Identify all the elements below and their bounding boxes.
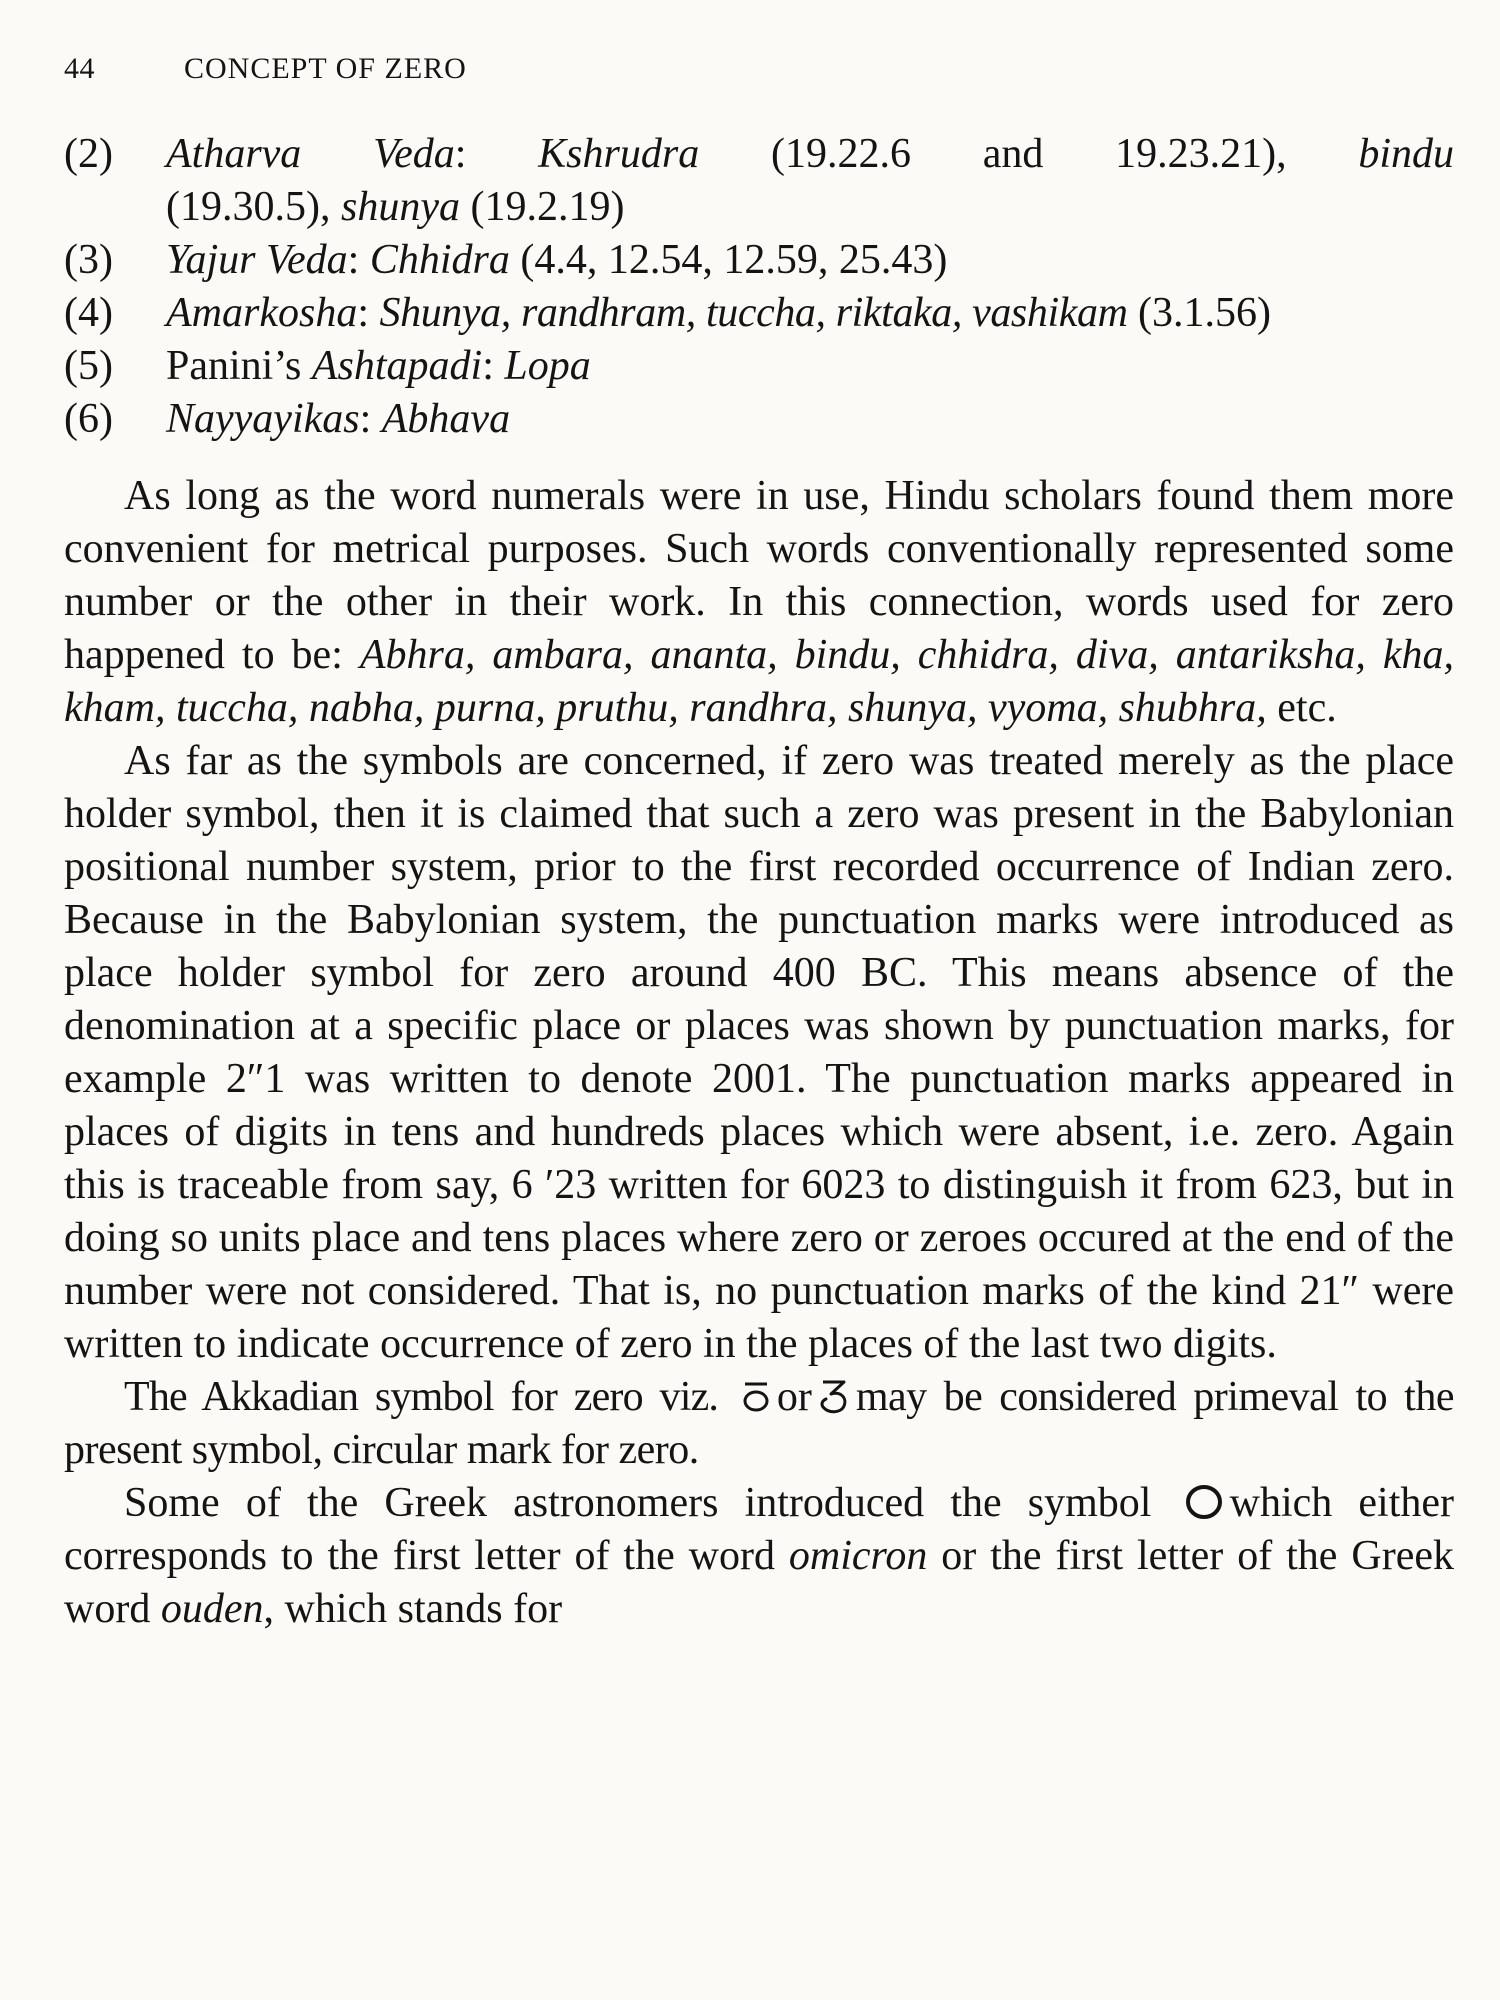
list-number: (4) xyxy=(64,290,113,336)
term: Kshrudra xyxy=(538,131,700,177)
running-header xyxy=(64,52,467,86)
term: Abhava xyxy=(381,396,511,442)
list-number: (5) xyxy=(64,343,113,389)
term: Chhidra xyxy=(369,237,510,283)
list-item: (4) Amarkosha: Shunya, randhram, tuccha, riktaka, vashikam (3.1.56) xyxy=(64,287,1454,340)
paragraph-greek-symbol: Some of the Greek astronomers introduced the symbol which either corresponds to the first letter of the word omicron or the first letter of the Greek word ouden, which stands for xyxy=(64,1480,1455,1632)
term: bindu xyxy=(1358,131,1454,177)
list-number: (2) xyxy=(64,131,113,177)
paragraph-akkadian-symbol: The Akkadian symbol for zero viz. or may be considered primeval to the present symbol, circular mark for zero. xyxy=(64,1374,1454,1473)
term: Shunya, randhram, tuccha, riktaka, vashikam xyxy=(379,290,1128,336)
paragraph-babylonian-zero: As far as the symbols are concerned, if zero was treated merely as the place holder symbol, then it is claimed that such a zero was present in the Babylonian positional number system, prior to the first recorded occurrence of Indian zero. Because in the Babylonian system, the punctuation marks were introduced as place holder symbol for zero around 400 BC. This means absence of the denomination at a specific place or places was shown by punctuation marks, for example 2″1 was written to denote 2001. The punctuation marks appeared in places of digits in tens and hundreds places which were absent, i.e. zero. Again this is traceable from say, 6 ′23 written for 6023 to distinguish it from 623, but in doing so units place and tens places where zero or zeroes occured at the end of the number were not considered. That is, no punctuation marks of the kind 21″ were written to indicate occurrence of zero in the places of the last two digits. xyxy=(64,738,1454,1367)
term: Lopa xyxy=(504,343,591,389)
source-name: Ashtapadi xyxy=(311,343,483,389)
source-name: Amarkosha xyxy=(166,290,358,336)
akkadian-zero-variant-icon xyxy=(818,1377,850,1415)
paragraph-word-numerals: As long as the word numerals were in use, Hindu scholars found them more convenient for metrical purposes. Such words conventionally represented some number or the other in their work. In this connection, words used for zero happened to be: Abhra, ambara, ananta, bindu, chhidra, diva, antariksha, kha, kham, tuccha, nabha, purna, pruthu, randhra, shunya, vyoma, shubhra, etc. xyxy=(64,473,1454,731)
chapter-title: CONCEPT OF ZERO xyxy=(184,52,467,85)
term: omicron xyxy=(788,1533,928,1579)
zero-word-list: Abhra, ambara, ananta, bindu, chhidra, diva, antariksha, kha, kham, tuccha, nabha, purna, pruthu, randhra, shunya, vyoma, shubhra, xyxy=(64,632,1454,731)
list-number: (3) xyxy=(64,237,113,283)
source-name: Atharva Veda xyxy=(166,131,455,177)
list-number: (6) xyxy=(64,396,113,442)
greek-zero-circle-icon xyxy=(1184,1483,1224,1521)
source-name: Yajur Veda xyxy=(166,237,348,283)
list-item: (5) Panini’s Ashtapadi: Lopa xyxy=(64,340,1454,393)
akkadian-zero-symbol-icon xyxy=(741,1379,771,1413)
term: ouden xyxy=(160,1586,264,1632)
reference-list xyxy=(64,128,1454,446)
list-item-continuation: (19.30.5), shunya (19.2.19) xyxy=(166,184,625,230)
list-item: (2) Atharva Veda: Kshrudra (19.22.6 and 19.23.21), bindu xyxy=(64,128,1454,181)
page-number: 44 xyxy=(64,52,95,85)
term: shunya xyxy=(340,184,460,230)
body-text xyxy=(64,470,1454,1636)
source-name: Nayyayikas xyxy=(166,396,360,442)
list-item: (3) Yajur Veda: Chhidra (4.4, 12.54, 12.59, 25.43) xyxy=(64,234,1454,287)
list-item: (6) Nayyayikas: Abhava xyxy=(64,393,1454,446)
